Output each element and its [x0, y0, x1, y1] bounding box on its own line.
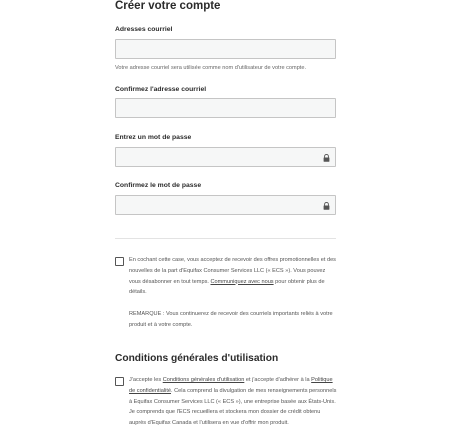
terms-text [129, 375, 337, 429]
terms-text-1: J'accepte les [129, 377, 163, 383]
marketing-text-after: pour obtenir plus de détails. [129, 278, 325, 296]
lock-icon [323, 154, 330, 162]
confirm-email-field-box [115, 98, 336, 118]
terms-text-2: et j'accepte d'adhérer à la [244, 377, 312, 383]
password-label: Entrez un mot de passe [115, 134, 192, 141]
confirm-password-field[interactable] [116, 199, 335, 217]
terms-section-title: Conditions générales d'utilisation [115, 353, 279, 364]
section-divider [115, 238, 336, 239]
terms-checkbox[interactable] [115, 377, 124, 386]
email-field[interactable] [116, 43, 335, 61]
password-field[interactable] [116, 151, 335, 169]
confirm-password-label: Confirmez le mot de passe [115, 182, 202, 189]
marketing-text-before: En cochant cette case, vous acceptez de recevoir des offres promotionnelles et des nouvelles de la part d'Equifax Consumer Services LLC (« ECS »). Vous pouvez vous désabonner en tout temps. [129, 257, 336, 285]
confirm-password-field-box [115, 195, 336, 215]
marketing-consent-text [129, 255, 337, 298]
email-hint: Votre adresse courriel sera utilisée comme nom d'utilisateur de votre compte. [115, 65, 307, 71]
marketing-note: REMARQUE : Vous continuerez de recevoir des courriels importants reliés à votre produit et à votre compte. [129, 311, 333, 328]
terms-text-3: . Cela comprend la divulgation de mes renseignements personnels à Equifax Consumer Services LLC (« ECS »), une entreprise basée aux États-Unis. Je comprends que l'ECS recueillera et stockera mon dossier de crédit obtenu auprès d'Equifax Canada et l'utilisera en vue d'offrir mon produit. [129, 387, 337, 427]
confirm-email-label: Confirmez l'adresse courriel [115, 86, 207, 93]
terms-conditions-link[interactable]: Conditions générales d'utilisation [162, 377, 245, 383]
privacy-policy-link[interactable]: Politique de confidentialité [129, 377, 333, 394]
email-label: Adresses courriel [115, 26, 173, 33]
contact-us-link[interactable]: Communiquez avec nous [210, 278, 274, 285]
confirm-email-field[interactable] [116, 102, 335, 120]
page-title: Créer votre compte [115, 0, 221, 12]
marketing-consent-checkbox[interactable] [115, 257, 124, 266]
lock-icon [323, 202, 330, 210]
password-field-box [115, 147, 336, 167]
email-field-box [115, 39, 336, 59]
